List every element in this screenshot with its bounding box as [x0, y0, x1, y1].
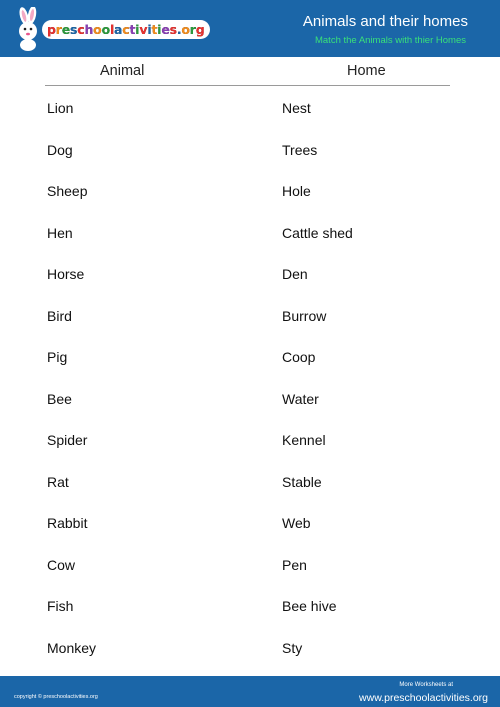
table-row	[0, 555, 500, 597]
home-cell: Web	[282, 515, 311, 531]
animal-cell: Rat	[47, 473, 69, 490]
animal-cell: Bee	[47, 390, 72, 407]
animal-cell: Rabbit	[47, 515, 88, 531]
table-row	[0, 513, 500, 555]
home-cell: Kennel	[282, 432, 326, 448]
home-cell: Trees	[282, 141, 318, 158]
page-subtitle: Match the Animals with thier Homes	[314, 35, 466, 46]
home-cell: Cattle shed	[282, 224, 353, 241]
animal-cell: Bird	[47, 307, 72, 324]
table-row	[0, 181, 500, 223]
animal-cell: Fish	[47, 598, 74, 614]
header-bar	[0, 0, 500, 57]
page-title: Animals and their homes	[302, 13, 468, 30]
site-logo[interactable]	[8, 6, 208, 51]
site-url-link[interactable]: www.preschoolactivities.org	[359, 692, 488, 704]
header-divider	[45, 85, 450, 86]
home-cell: Water	[282, 390, 319, 407]
matching-table	[0, 98, 500, 679]
home-cell: Sty	[282, 639, 303, 656]
table-row	[0, 264, 500, 306]
home-cell: Coop	[282, 349, 316, 365]
table-row	[0, 347, 500, 389]
table-row	[0, 389, 500, 431]
home-cell: Nest	[282, 100, 311, 116]
animal-cell: Cow	[47, 556, 76, 573]
animal-cell: Lion	[47, 100, 74, 116]
column-header-animal: Animal	[100, 63, 145, 79]
more-worksheets-label: More Worksheets at	[399, 682, 453, 688]
home-cell: Den	[282, 266, 308, 282]
home-cell: Bee hive	[282, 598, 337, 614]
table-row	[0, 472, 500, 514]
home-cell: Burrow	[282, 307, 327, 324]
home-cell: Hole	[282, 183, 311, 199]
copyright-text: copyright © preschoolactivities.org	[14, 694, 98, 700]
table-row	[0, 223, 500, 265]
animal-cell: Dog	[47, 141, 73, 158]
table-row	[0, 98, 500, 140]
table-row	[0, 596, 500, 638]
animal-cell: Sheep	[47, 183, 88, 199]
home-cell: Stable	[282, 473, 322, 490]
column-header-home: Home	[347, 63, 386, 79]
animal-cell: Hen	[47, 224, 73, 241]
home-cell: Pen	[282, 556, 307, 573]
table-row	[0, 638, 500, 680]
table-row	[0, 306, 500, 348]
logo-wordmark: preschoolactivities.org	[42, 20, 210, 39]
animal-cell: Monkey	[47, 639, 97, 656]
animal-cell: Pig	[47, 349, 68, 365]
animal-cell: Spider	[47, 432, 88, 448]
table-row	[0, 430, 500, 472]
table-row	[0, 140, 500, 182]
animal-cell: Horse	[47, 266, 85, 282]
footer-bar	[0, 676, 500, 707]
